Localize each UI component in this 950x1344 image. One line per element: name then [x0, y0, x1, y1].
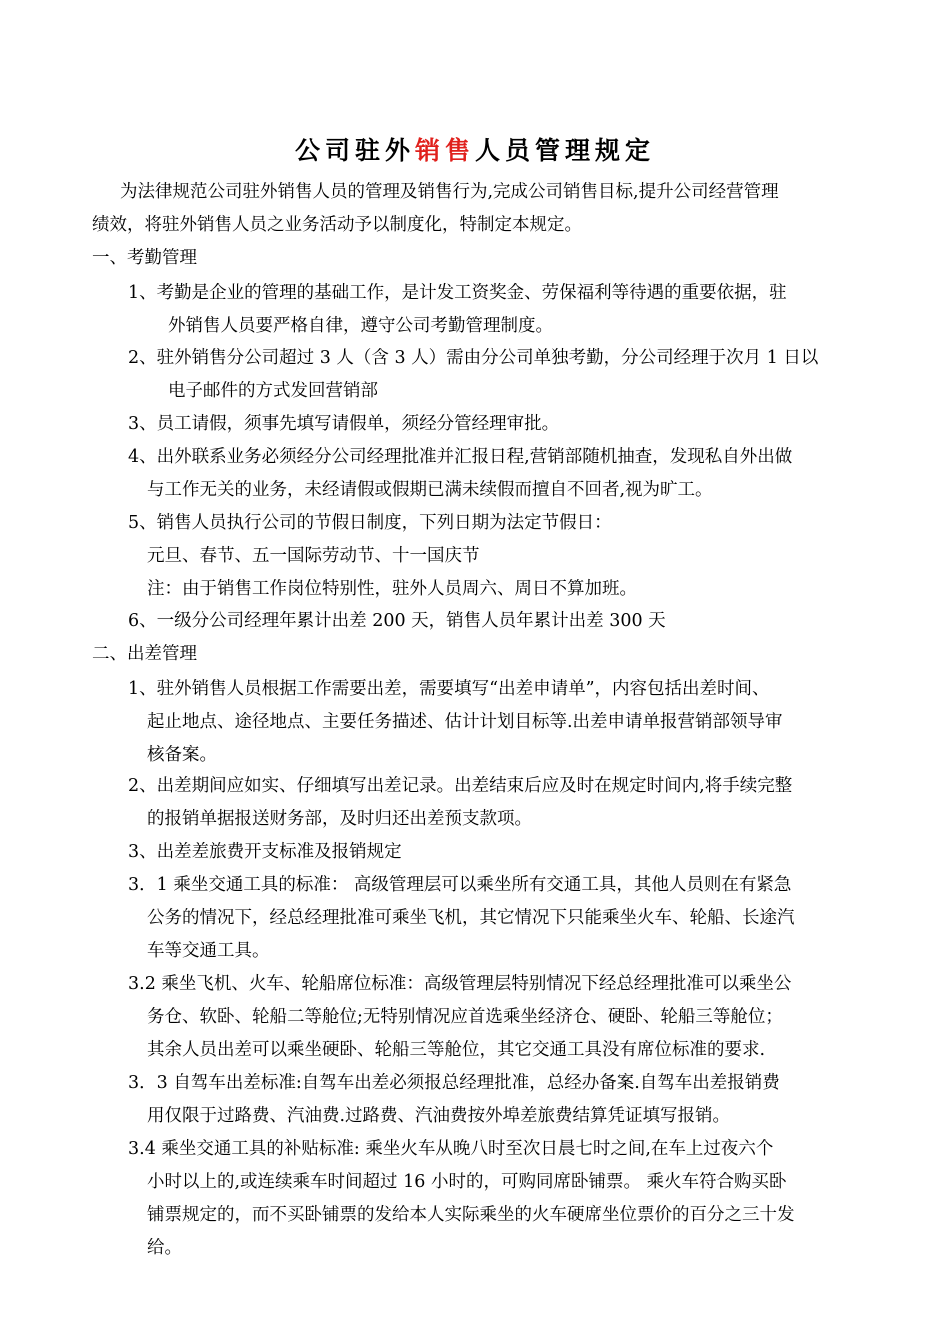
holiday-list: 元旦、春节、五一国际劳动节、十一国庆节	[147, 546, 480, 566]
item-2-2-line-1: 2、出差期间应如实、仔细填写出差记录。出差结束后应及时在规定时间内,将手续完整	[128, 776, 793, 796]
item-3-2-line-1: 3.2 乘坐飞机、火车、轮船席位标准：高级管理层特别情况下经总经理批准可以乘坐公	[128, 974, 792, 994]
item-3-2-line-2: 务仓、软卧、轮船二等舱位;无特别情况应首选乘坐经济仓、硬卧、轮船三等舱位；	[147, 1007, 783, 1027]
item-1-1-line-2: 外销售人员要严格自律，遵守公司考勤管理制度。	[168, 316, 553, 336]
item-1-5: 5、销售人员执行公司的节假日制度，下列日期为法定节假日：	[128, 513, 612, 533]
item-1-4-line-1: 4、出外联系业务必须经分公司经理批准并汇报日程,营销部随机抽查，发现私自外出做	[128, 447, 793, 467]
item-3-2-line-3: 其余人员出差可以乘坐硬卧、轮船三等舱位，其它交通工具没有席位标准的要求.	[147, 1040, 766, 1060]
intro-line-2: 绩效，将驻外销售人员之业务活动予以制度化，特制定本规定。	[92, 215, 582, 235]
item-3-1-line-3: 车等交通工具。	[147, 941, 270, 961]
item-3-1-line-1: 3．1 乘坐交通工具的标准： 高级管理层可以乘坐所有交通工具，其他人员则在有紧急	[128, 875, 792, 895]
item-1-3: 3、员工请假，须事先填写请假单，须经分管经理审批。	[128, 414, 560, 434]
item-3-4-line-1: 3.4 乘坐交通工具的补贴标准: 乘坐火车从晚八时至次日晨七时之间,在车上过夜六个	[128, 1139, 774, 1159]
title-highlight: 销售	[414, 136, 475, 165]
item-1-6: 6、一级分公司经理年累计出差 200 天，销售人员年累计出差 300 天	[128, 611, 666, 631]
item-1-2-line-2: 电子邮件的方式发回营销部	[168, 381, 378, 401]
item-3-3-line-1: 3．3 自驾车出差标准:自驾车出差必须报总经理批准，总经办备案.自驾车出差报销费	[128, 1073, 780, 1093]
item-3-3-line-2: 用仅限于过路费、汽油费.过路费、汽油费按外埠差旅费结算凭证填写报销。	[147, 1106, 731, 1126]
item-2-1-line-1: 1、驻外销售人员根据工作需要出差，需要填写“出差申请单”，内容包括出差时间、	[128, 679, 770, 699]
section-2-heading: 二、出差管理	[92, 644, 197, 664]
section-1-heading: 一、考勤管理	[92, 248, 197, 268]
title-part-1: 公司驻外	[294, 136, 415, 165]
item-3-4-line-2: 小时以上的,或连续乘车时间超过 16 小时的，可购同席卧铺票。 乘火车符合购买卧	[147, 1172, 787, 1192]
item-2-1-line-3: 核备案。	[147, 745, 217, 765]
item-3-4-line-3: 铺票规定的，而不买卧铺票的发给本人实际乘坐的火车硬席坐位票价的百分之三十发	[147, 1205, 795, 1225]
item-1-4-line-2: 与工作无关的业务，未经请假或假期已满未续假而擅自不回者,视为旷工。	[147, 480, 713, 500]
holiday-note: 注：由于销售工作岗位特别性，驻外人员周六、周日不算加班。	[147, 579, 637, 599]
item-3-4-line-4: 给。	[147, 1238, 182, 1258]
item-1-1-line-1: 1、考勤是企业的管理的基础工作，是计发工资奖金、劳保福利等待遇的重要依据，驻	[128, 283, 787, 303]
item-1-2-line-1: 2、驻外销售分公司超过 3 人（含 3 人）需由分公司单独考勤，分公司经理于次月 1 日以	[128, 348, 819, 368]
title-part-3: 人员管理规定	[475, 136, 656, 165]
item-3-1-line-2: 公务的情况下，经总经理批准可乘坐飞机，其它情况下只能乘坐火车、轮船、长途汽	[147, 908, 795, 928]
document-title	[0, 134, 950, 168]
item-2-1-line-2: 起止地点、途径地点、主要任务描述、估计计划目标等.出差申请单报营销部领导审	[147, 712, 783, 732]
item-2-3: 3、出差差旅费开支标准及报销规定	[128, 842, 402, 862]
item-2-2-line-2: 的报销单据报送财务部，及时归还出差预支款项。	[147, 809, 532, 829]
intro-line-1: 为法律规范公司驻外销售人员的管理及销售行为,完成公司销售目标,提升公司经营管理	[120, 182, 779, 202]
